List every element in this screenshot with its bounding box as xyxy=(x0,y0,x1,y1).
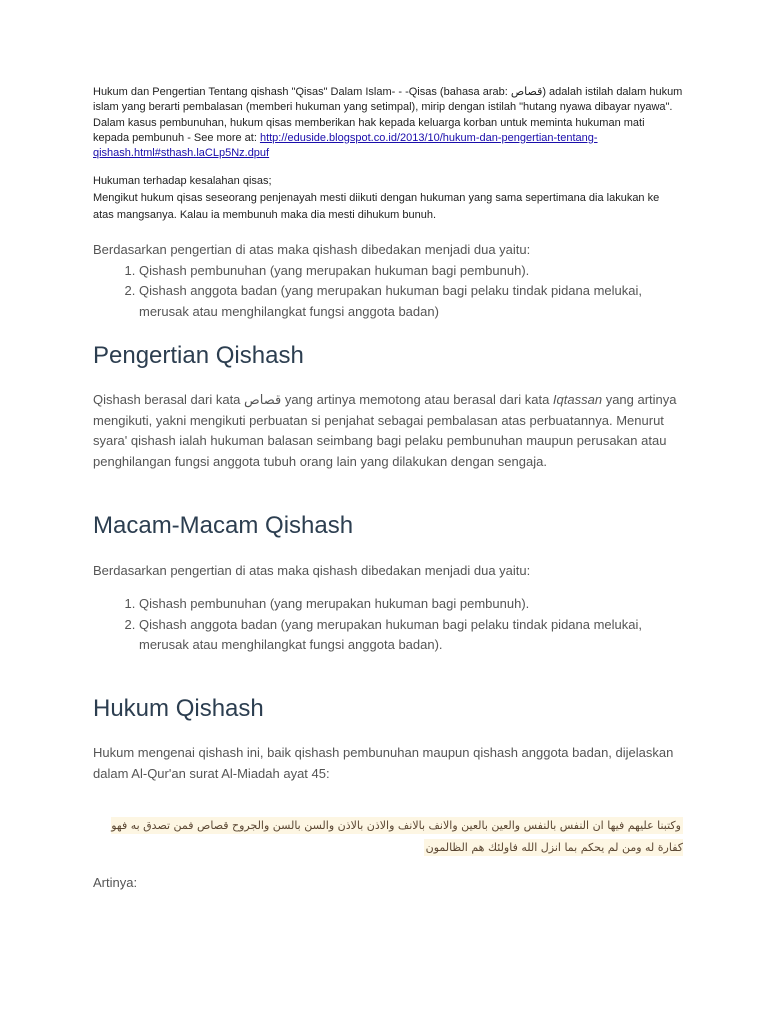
source-link[interactable]: http://eduside.blogspot.co.id/2013/10/hukum-dan-pengertian-tentang-qishash.html#sthash.laCLp5Nz.dpuf xyxy=(93,131,598,160)
intro-paragraph xyxy=(93,85,683,161)
list-item: 1. Qishash pembunuhan (yang merupakan hukuman bagi pembunuh). xyxy=(139,261,683,282)
quran-verse xyxy=(93,815,683,859)
intro-text: Hukum dan Pengertian Tentang qishash "Qisas" Dalam Islam- - -Qisas (bahasa arab: قصاص) adalah istilah dalam hukum islam yang berarti pembalasan (memberi hukuman yang setimpal), mirip dengan istilah "hutang nyawa dibayar nyawa". Dalam kasus pembunuhan, hukum qisas memberikan hak kepada keluarga korban untuk meminta hukuman mati kepada pembunuh - See more at: xyxy=(93,86,683,144)
quran-verse-text: وكتبنا عليهم فيها ان النفس بالنفس والعين بالعين والانف بالانف والاذن بالاذن والسن بالسن والجروح قصاص فمن تصدق به فهو كفارة له ومن لم يحكم بما انزل الله فاولئك هم الظالمون xyxy=(111,819,683,854)
hukum-paragraph: Hukum mengenai qishash ini, baik qishash pembunuhan maupun qishash anggota badan, dijelaskan dalam Al-Qur'an surat Al-Miadah ayat 45: xyxy=(93,745,674,781)
list-item: 2. Qishash anggota badan (yang merupakan hukuman bagi pelaku tindak pidana melukai, merusak atau menghilangkat fungsi anggota badan). xyxy=(139,615,683,656)
macam-list-wrapper xyxy=(93,594,683,656)
classification-block xyxy=(93,240,683,322)
pengertian-text-2: yang artinya mengikuti, yakni mengikuti perbuatan si penjahat sebagai pembalasan atas perbuatannya. Menurut syara' qishash ialah hukuman balasan seimbang bagi pelaku pembunuhan maupun perusakan atau penghilangan fungsi anggota tubuh orang lain yang dilakukan dengan sengaja. xyxy=(93,392,677,469)
macam-list xyxy=(93,594,683,656)
section-title-pengertian: Pengertian Qishash xyxy=(93,342,304,369)
list-item: 2. Qishash anggota badan (yang merupakan hukuman bagi pelaku tindak pidana melukai, merusak atau menghilangkat fungsi anggota badan) xyxy=(139,281,683,322)
translation-label: Artinya: xyxy=(93,875,138,890)
pengertian-italic-term: Iqtassan xyxy=(552,392,603,407)
list-item: 1. Qishash pembunuhan (yang merupakan hukuman bagi pembunuh). xyxy=(139,594,683,615)
pengertian-text-1: Qishash berasal dari kata قصاص yang artinya memotong atau berasal dari kata xyxy=(93,392,553,407)
classification-list xyxy=(93,261,683,323)
section-title-macam: Macam-Macam Qishash xyxy=(93,512,354,539)
pengertian-paragraph xyxy=(93,390,683,472)
classification-intro: Berdasarkan pengertian di atas maka qishash dibedakan menjadi dua yaitu: xyxy=(93,242,531,257)
punishment-text: Mengikut hukum qisas seseorang penjenayah mesti diikuti dengan hukuman yang sama sepertimana dia lakukan ke atas mangsanya. Kalau ia membunuh maka dia mesti dihukum bunuh. xyxy=(93,192,660,221)
punishment-heading: Hukuman terhadap kesalahan qisas; xyxy=(93,175,272,187)
section-title-hukum: Hukum Qishash xyxy=(93,695,264,722)
macam-intro: Berdasarkan pengertian di atas maka qishash dibedakan menjadi dua yaitu: xyxy=(93,563,531,578)
punishment-block xyxy=(93,173,683,224)
